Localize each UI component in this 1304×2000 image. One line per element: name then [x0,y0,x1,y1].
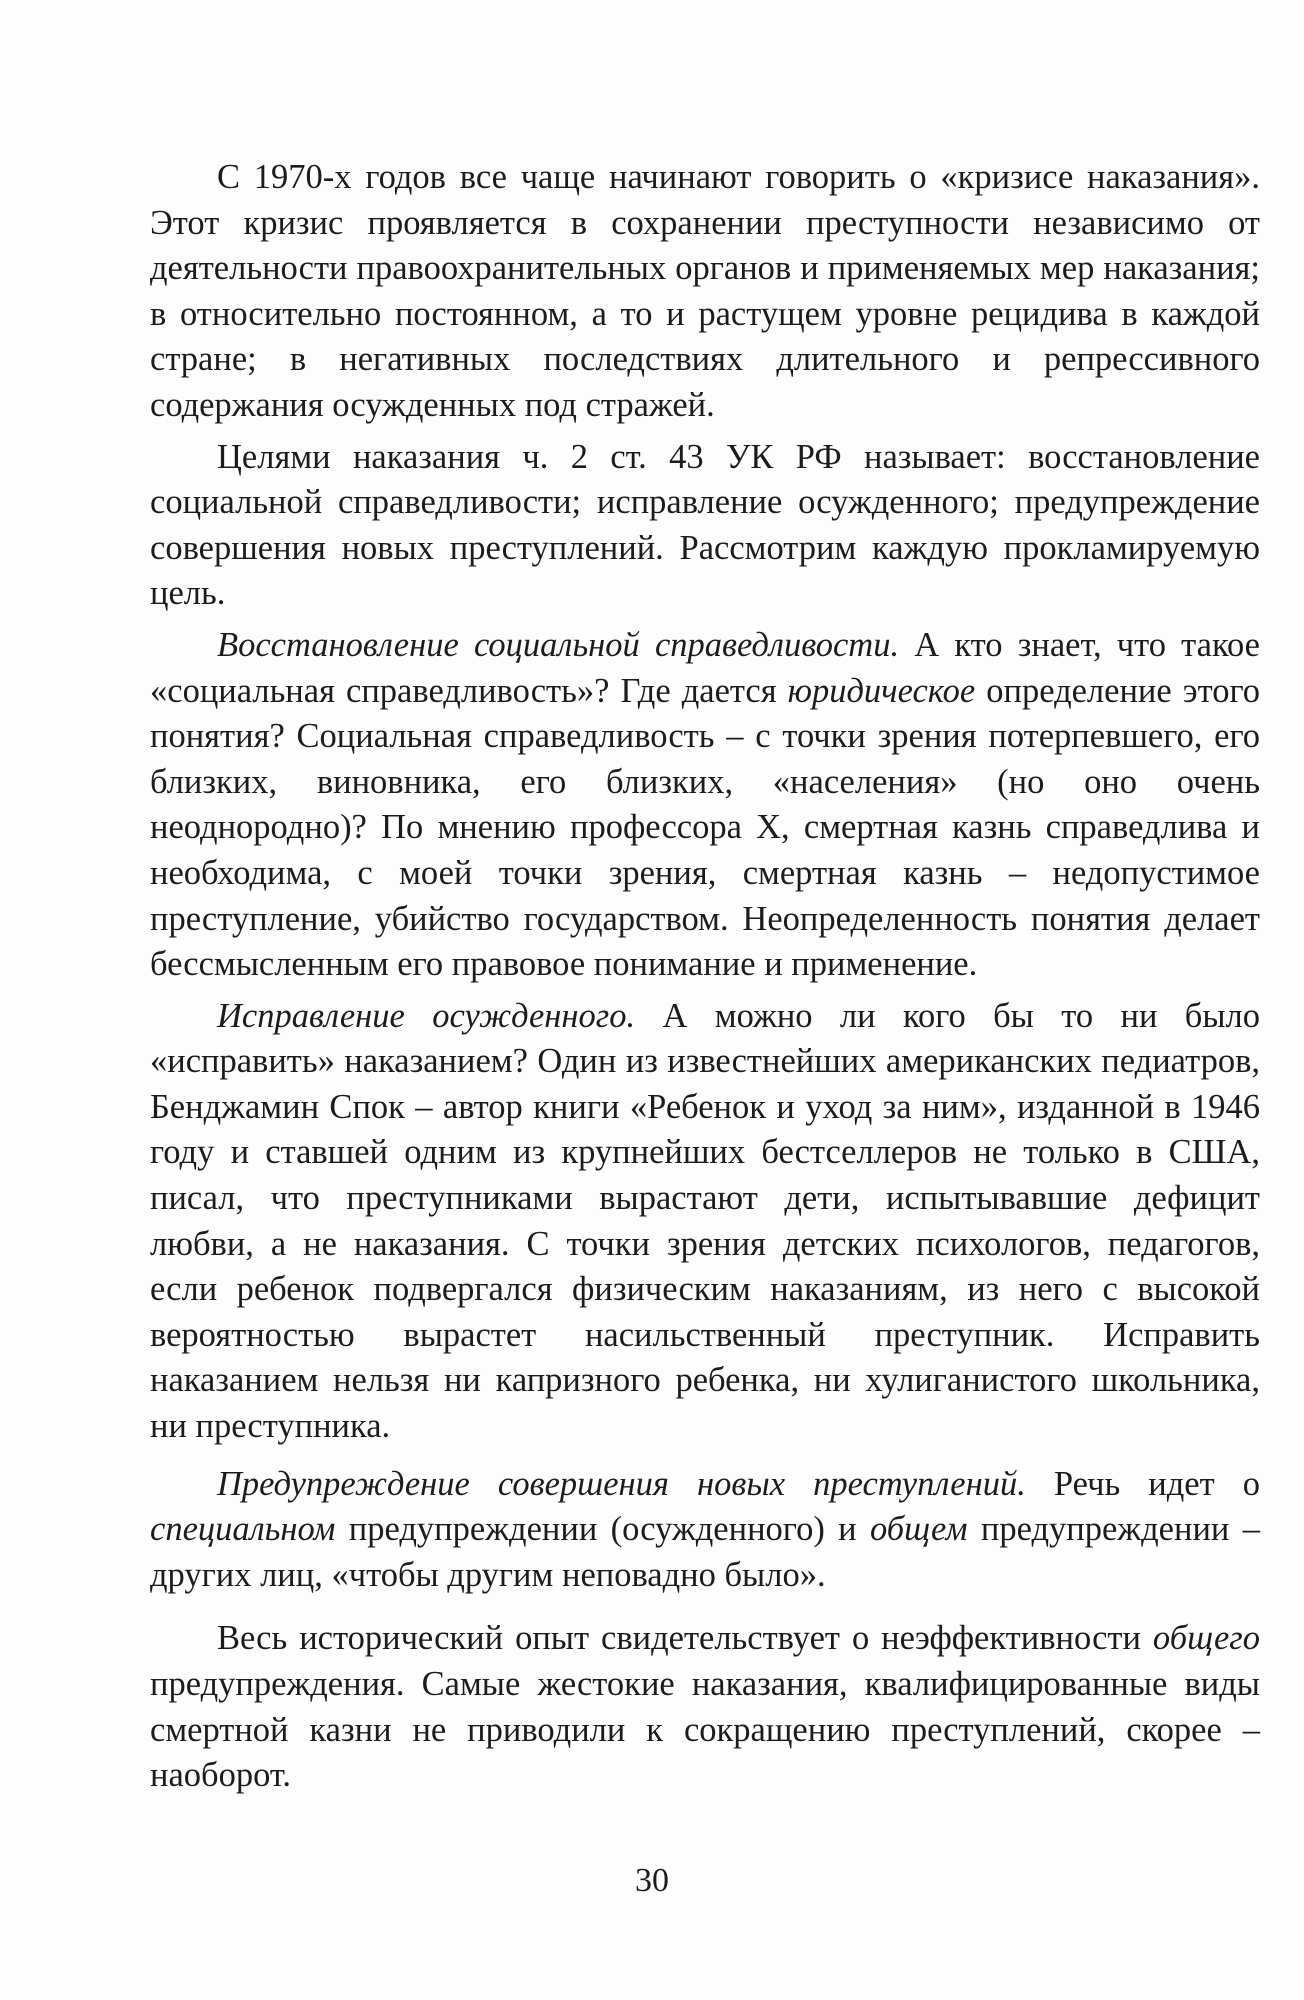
prevention-text-3: предупреждении –других лиц, «чтобы другим неповадно было». [150,1510,1260,1594]
paragraph-crisis: С 1970-х годов все чаще начинают говорить о «кризисе наказания». Этот кризис проявляется в сохранении преступности независимо от деятельности правоохранительных органов и применяемых мер наказания; в относительно постоянном, а то и растущем уровне рецидива в каждой стране; в негативных последствиях длительного и репрессивного содержания осужденных под стражей. [150,158,1260,424]
paragraph-correction [150,994,1260,1450]
justice-heading: Восстановление социальной справедливости. [217,625,900,664]
history-text-1: Весь исторический опыт свидетельствует о неэффективности [217,1619,1153,1658]
justice-inline-emphasis: юридическое [787,671,976,710]
history-text-2: предупреждения. Самые жестокие наказания, квалифицированные виды смертной казни не приводили к сокращению преступлений, скорее – наоборот. [150,1665,1260,1795]
prevention-text-1: Речь идет о [1025,1464,1260,1503]
justice-text-1: А кто знает, что такое «социальная справедливость»? Где дается [150,625,1260,710]
body-text [150,155,1260,1799]
paragraph-justice [150,623,1260,988]
paragraph-goals: Целями наказания ч. 2 ст. 43 УК РФ называет: восстановление социальной справедливости; исправление осужденного; предупреждение совершения новых преступлений. Рассмотрим каждую прокламируемую цель. [150,437,1260,613]
prevention-emphasis-general: общем [870,1510,968,1549]
prevention-heading: Предупреждение совершения новых преступлений. [217,1464,1026,1503]
correction-heading: Исправление осужденного. [217,996,636,1035]
justice-text-2: определение этого понятия? Социальная справедливость – с точки зрения потерпевшего, его близких, виновника, его близких, «населения» (но оно очень неоднородно)? По мнению профессора X, смертная казнь справедлива и необходима, с моей точки зрения, смертная казнь – недопустимое преступление, убийство государством. Неопределенность понятия делает бессмысленным его правовое понимание и применение. [150,671,1260,984]
paragraph-prevention [150,1462,1260,1599]
paragraph-history [150,1616,1260,1798]
history-emphasis: общего [1152,1619,1260,1658]
prevention-emphasis-special: специальном [150,1510,336,1549]
page-number: 30 [635,1862,669,1899]
prevention-text-2: предупреждении (осужденного) и [335,1510,870,1549]
correction-text: А можно ли кого бы то ни было «исправить» наказанием? Один из известнейших американских педиатров, Бенджамин Спок – автор книги «Ребенок и уход за ним», изданной в 1946 году и ставшей одним из крупнейших бестселлеров не только в США, писал, что преступниками вырастают дети, испытывавшие дефицит любви, а не наказания. С точки зрения детских психологов, педагогов, если ребенок подвергался физическим наказаниям, из него с высокой вероятностью вырастет насильственный преступник. Исправить наказанием нельзя ни капризного ребенка, ни хулиганистого школьника, ни преступника. [150,996,1260,1446]
